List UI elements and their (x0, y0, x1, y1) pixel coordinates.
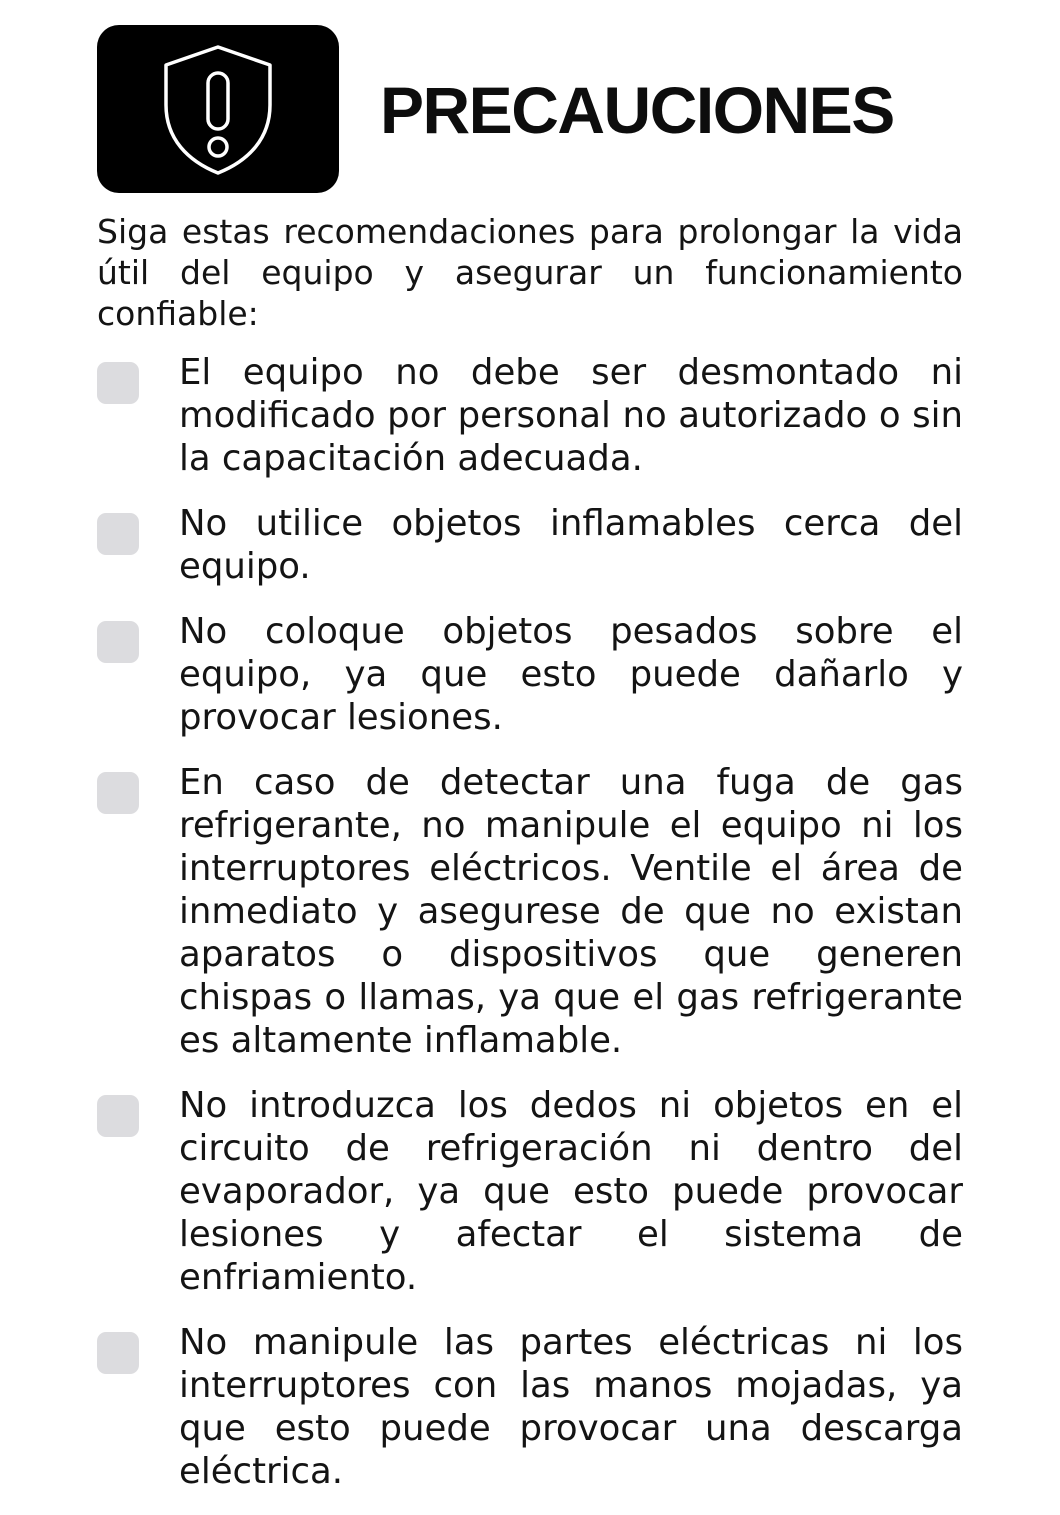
list-item (97, 1084, 963, 1299)
warning-badge (97, 25, 339, 193)
precautions-list (97, 351, 963, 1515)
shield-exclamation-icon (160, 43, 276, 177)
list-item (97, 610, 963, 739)
checkbox[interactable] (97, 1332, 139, 1374)
checkbox[interactable] (97, 621, 139, 663)
checkbox[interactable] (97, 362, 139, 404)
header (97, 25, 977, 193)
list-item (97, 502, 963, 588)
page-title: PRECAUCIONES (380, 73, 894, 147)
list-item-text: El equipo no debe ser desmontado ni modificado por personal no autorizado o sin la capacitación adecuada. (179, 352, 963, 479)
intro-text: Siga estas recomendaciones para prolongar la vida útil del equipo y asegurar un funcionamiento confiable: (97, 212, 963, 333)
checkbox[interactable] (97, 772, 139, 814)
list-item (97, 1321, 963, 1493)
checkbox[interactable] (97, 513, 139, 555)
list-item-text: En caso de detectar una fuga de gas refrigerante, no manipule el equipo ni los interruptores eléctricos. Ventile el área de inmediato y asegurese de que no existan aparatos o dispositivos que generen chispas o llamas, ya que el gas refrigerante es altamente inflamable. (179, 762, 963, 1061)
list-item-text: No manipule las partes eléctricas ni los interruptores con las manos mojadas, ya que esto puede provocar una descarga eléctrica. (179, 1322, 963, 1492)
list-item (97, 761, 963, 1062)
list-item-text: No coloque objetos pesados sobre el equipo, ya que esto puede dañarlo y provocar lesiones. (179, 611, 963, 738)
checkbox[interactable] (97, 1095, 139, 1137)
list-item-text: No utilice objetos inflamables cerca del equipo. (179, 503, 963, 587)
list-item (97, 351, 963, 480)
list-item-text: No introduzca los dedos ni objetos en el circuito de refrigeración ni dentro del evaporador, ya que esto puede provocar lesiones y afectar el sistema de enfriamiento. (179, 1085, 963, 1298)
